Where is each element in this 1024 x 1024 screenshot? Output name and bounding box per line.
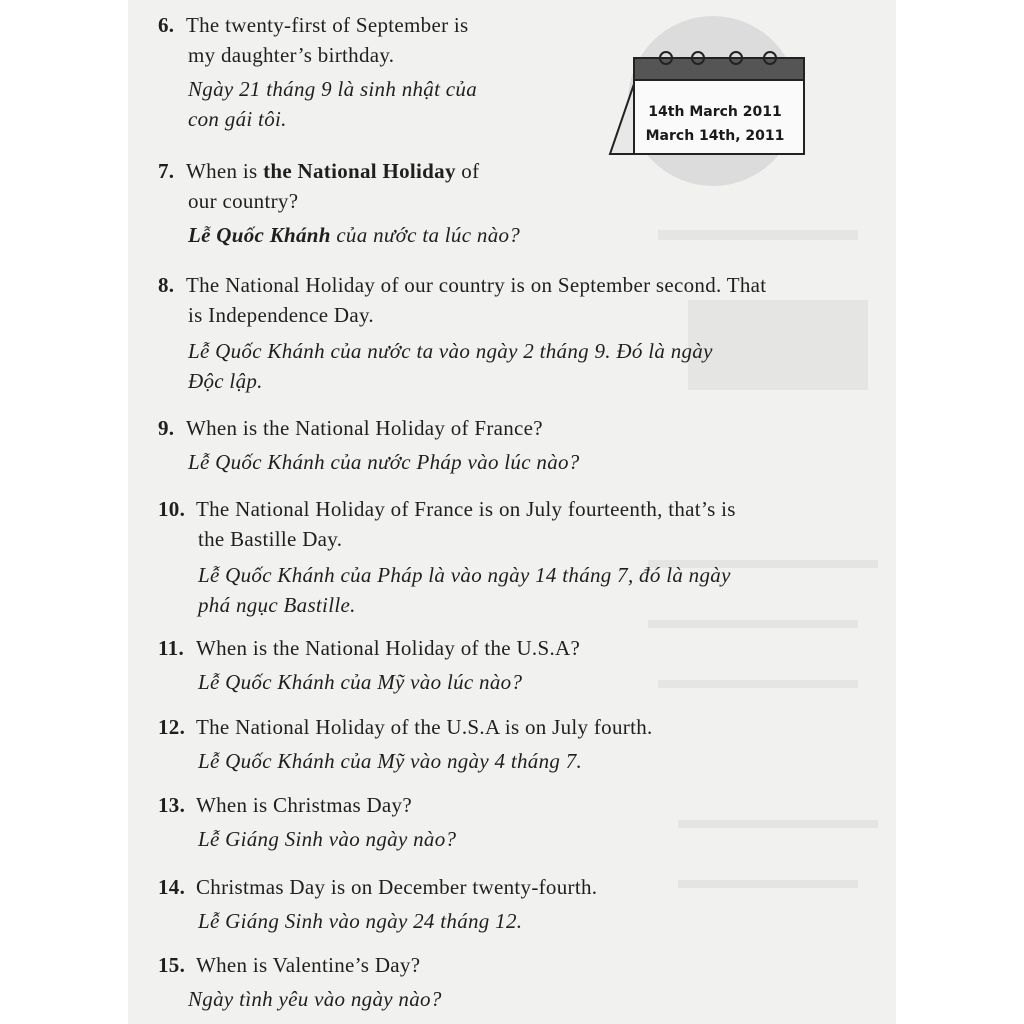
vietnamese-translation xyxy=(158,220,520,250)
vietnamese-translation: Ngày tình yêu vào ngày nào? xyxy=(188,987,442,1011)
item-number: 6. xyxy=(158,13,175,37)
english-sentence-cont: the Bastille Day. xyxy=(198,527,343,551)
english-sentence: When is xyxy=(186,159,264,183)
vietnamese-translation: Lễ Quốc Khánh của Pháp là vào ngày 14 tháng 7, đó là ngày xyxy=(198,563,731,587)
english-sentence: When is Valentine’s Day? xyxy=(196,953,421,977)
item-number: 15. xyxy=(158,953,186,977)
calendar-date-line-2: March 14th, 2011 xyxy=(645,128,785,144)
english-sentence: When is the National Holiday of France? xyxy=(186,416,543,440)
english-sentence-cont: my daughter’s birthday. xyxy=(188,43,395,67)
item-7 xyxy=(158,156,520,250)
highlight-term-vi: Lễ Quốc Khánh xyxy=(188,223,331,247)
right-margin xyxy=(896,0,1024,1024)
vietnamese-translation: Lễ Quốc Khánh của nước Pháp vào lúc nào? xyxy=(188,450,580,474)
vietnamese-translation-cont: phá ngục Bastille. xyxy=(198,593,356,617)
vietnamese-translation: Lễ Giáng Sinh vào ngày 24 tháng 12. xyxy=(198,909,523,933)
english-sentence: The National Holiday of our country is on September second. That xyxy=(186,273,767,297)
item-11 xyxy=(158,633,580,697)
left-margin xyxy=(0,0,128,1024)
english-sentence-cont: is Independence Day. xyxy=(188,303,374,327)
item-8 xyxy=(158,270,766,396)
english-sentence-end: of xyxy=(455,159,480,183)
vietnamese-translation-cont: Độc lập. xyxy=(188,369,263,393)
item-14 xyxy=(158,872,597,936)
vietnamese-translation: Lễ Quốc Khánh của Mỹ vào lúc nào? xyxy=(198,670,523,694)
item-number: 12. xyxy=(158,715,186,739)
english-sentence: When is the National Holiday of the U.S.A? xyxy=(196,636,581,660)
vietnamese-translation: Lễ Quốc Khánh của nước ta vào ngày 2 tháng 9. Đó là ngày xyxy=(188,339,713,363)
highlight-term: the National Holiday xyxy=(263,159,456,183)
english-sentence: The National Holiday of the U.S.A is on July fourth. xyxy=(196,715,653,739)
vietnamese-translation-rest: của nước ta lúc nào? xyxy=(330,223,521,247)
item-6 xyxy=(158,10,477,134)
item-12 xyxy=(158,712,653,776)
vietnamese-translation-cont: con gái tôi. xyxy=(188,107,287,131)
item-10 xyxy=(158,494,736,620)
calendar-date-line-1: 14th March 2011 xyxy=(648,104,782,120)
item-number: 8. xyxy=(158,273,175,297)
item-15 xyxy=(158,950,442,1014)
item-13 xyxy=(158,790,456,854)
item-number: 11. xyxy=(158,636,184,660)
english-sentence: When is Christmas Day? xyxy=(196,793,412,817)
english-sentence: The twenty-first of September is xyxy=(186,13,469,37)
english-sentence: The National Holiday of France is on July fourteenth, that’s is xyxy=(196,497,736,521)
item-number: 7. xyxy=(158,159,175,183)
vietnamese-translation: Lễ Quốc Khánh của Mỹ vào ngày 4 tháng 7. xyxy=(198,749,583,773)
item-number: 9. xyxy=(158,416,175,440)
english-sentence-cont: our country? xyxy=(188,189,299,213)
item-number: 10. xyxy=(158,497,186,521)
vietnamese-translation: Lễ Giáng Sinh vào ngày nào? xyxy=(198,827,457,851)
calendar-illustration xyxy=(598,14,818,194)
item-number: 14. xyxy=(158,875,186,899)
english-sentence: Christmas Day is on December twenty-fourth. xyxy=(196,875,598,899)
item-9 xyxy=(158,413,580,477)
book-page xyxy=(128,0,896,1024)
item-number: 13. xyxy=(158,793,186,817)
vietnamese-translation: Ngày 21 tháng 9 là sinh nhật của xyxy=(188,77,478,101)
